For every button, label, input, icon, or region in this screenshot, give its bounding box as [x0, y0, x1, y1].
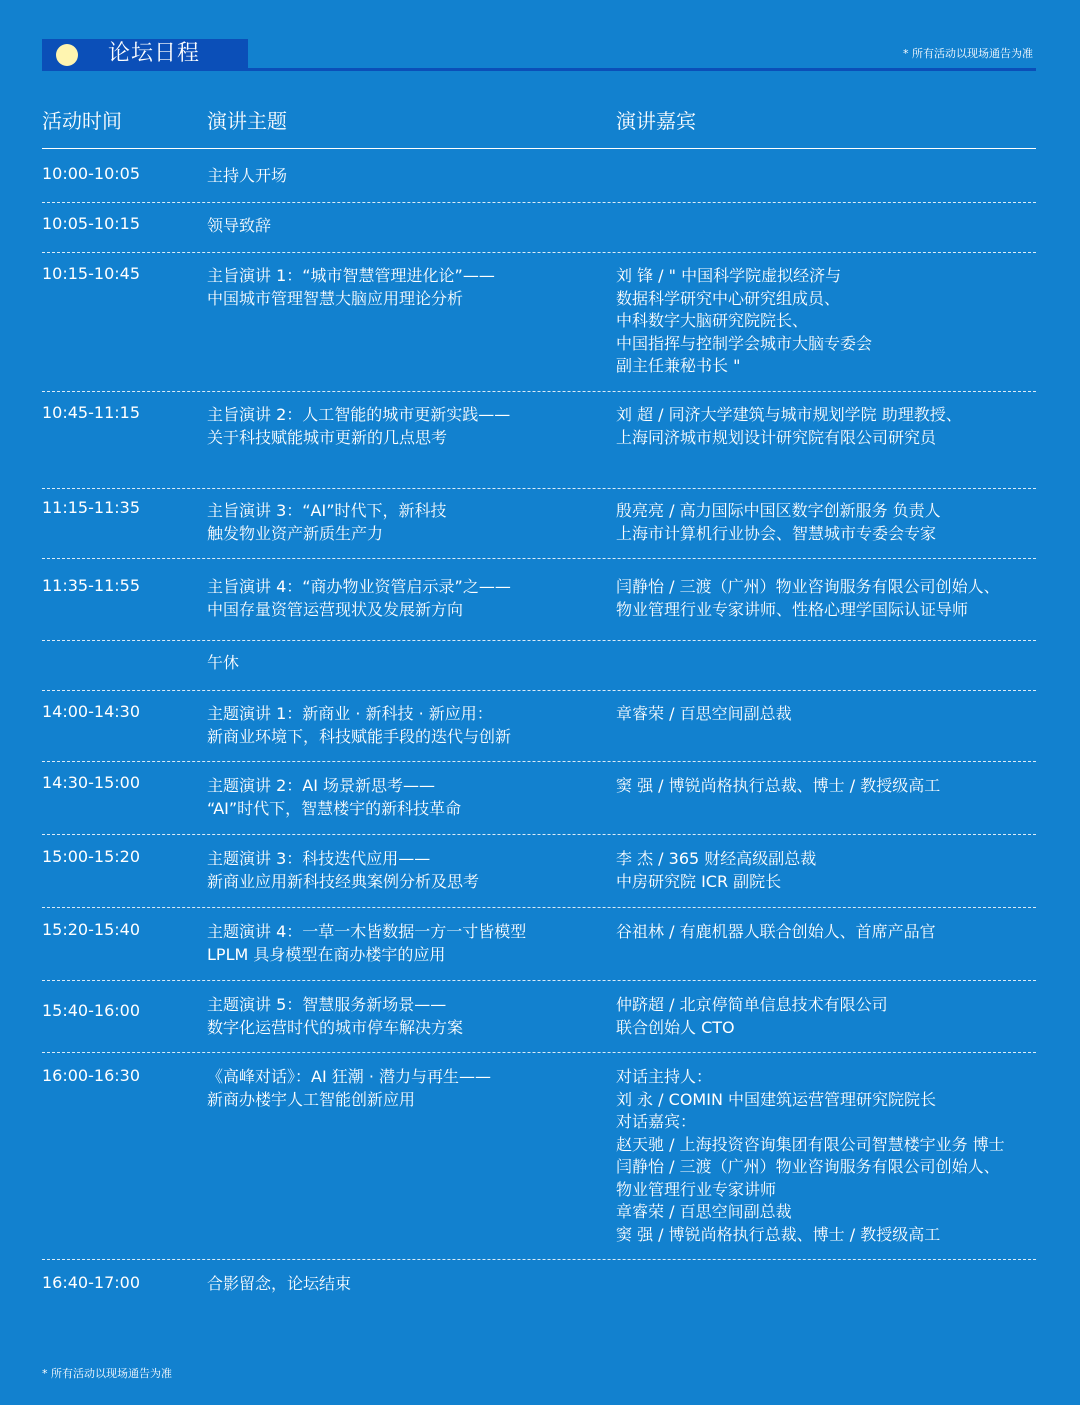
- table-row: [42, 835, 1036, 908]
- speaker-line: 对话主持人：: [616, 1067, 713, 1086]
- header-topic: 演讲主题: [207, 109, 287, 133]
- topic-line: 主旨演讲 3：“AI”时代下，新科技: [207, 501, 447, 520]
- table-row: [42, 253, 1036, 392]
- topic-line: 主旨演讲 1：“城市智慧管理进化论”——: [207, 266, 495, 285]
- circle-icon: [56, 44, 78, 66]
- speaker-line: 谷祖林 / 有鹿机器人联合创始人、首席产品官: [616, 922, 936, 941]
- row-topic: [207, 500, 607, 545]
- row-topic: [207, 921, 607, 966]
- row-speaker: [616, 265, 1076, 378]
- row-topic: [207, 703, 607, 748]
- table-row: [42, 908, 1036, 981]
- row-topic: [207, 576, 607, 621]
- table-row: [42, 392, 1036, 489]
- row-speaker: [616, 848, 1076, 893]
- speaker-line: 数据科学研究中心研究组成员、: [616, 288, 841, 308]
- topic-line: 主题演讲 5：智慧服务新场景——: [207, 995, 447, 1014]
- topic-line: 新商业应用新科技经典案例分析及思考: [207, 871, 480, 891]
- topic-line: 关于科技赋能城市更新的几点思考: [207, 427, 448, 447]
- row-topic: [207, 215, 607, 238]
- row-topic: [207, 775, 607, 820]
- topic-line: 中国存量资管运营现状及发展新方向: [207, 599, 464, 619]
- row-topic: [207, 994, 607, 1039]
- table-row: [42, 203, 1036, 253]
- row-time: 10:15-10:45: [42, 264, 140, 283]
- row-speaker: [616, 921, 1076, 944]
- speaker-line: 副主任兼秘书长 ": [616, 356, 741, 375]
- row-topic: [207, 1273, 607, 1296]
- speaker-line: 赵天驰 / 上海投资咨询集团有限公司智慧楼宇业务 博士: [616, 1134, 1005, 1154]
- topic-line: 主题演讲 4：一草一木皆数据一方一寸皆模型: [207, 922, 527, 941]
- row-time: 16:40-17:00: [42, 1273, 140, 1292]
- row-time: 15:40-16:00: [42, 1001, 140, 1020]
- speaker-line: 窦 强 / 博锐尚格执行总裁、博士 / 教授级高工: [616, 776, 941, 795]
- speaker-line: 物业管理行业专家讲师: [616, 1179, 777, 1199]
- speaker-line: 物业管理行业专家讲师、性格心理学国际认证导师: [616, 599, 969, 619]
- speaker-line: 上海市计算机行业协会、智慧城市专委会专家: [616, 523, 937, 543]
- topic-line: 主持人开场: [207, 166, 288, 185]
- row-time: 15:20-15:40: [42, 920, 140, 939]
- table-row: [42, 559, 1036, 641]
- row-topic: [207, 848, 607, 893]
- row-speaker: [616, 775, 1076, 798]
- topic-line: 新商业环境下，科技赋能手段的迭代与创新: [207, 726, 512, 746]
- table-row: [42, 489, 1036, 559]
- speaker-line: 李 杰 / 365 财经高级副总裁: [616, 849, 817, 868]
- speaker-line: 殷亮亮 / 高力国际中国区数字创新服务 负责人: [616, 501, 941, 520]
- row-time: 10:05-10:15: [42, 214, 140, 233]
- topic-line: 主题演讲 3：科技迭代应用——: [207, 849, 431, 868]
- topic-line: 新商办楼宇人工智能创新应用: [207, 1089, 416, 1109]
- page-title: 论坛日程: [108, 41, 201, 66]
- topic-line: 《高峰对话》：AI 狂潮 · 潜力与再生——: [207, 1067, 492, 1086]
- speaker-line: 联合创始人 CTO: [616, 1017, 735, 1037]
- table-row: [42, 1053, 1036, 1260]
- speaker-line: 窦 强 / 博锐尚格执行总裁、博士 / 教授级高工: [616, 1224, 941, 1244]
- row-topic: [207, 265, 607, 310]
- topic-line: “AI”时代下，智慧楼宇的新科技革命: [207, 798, 462, 818]
- topic-line: 主题演讲 1：新商业 · 新科技 · 新应用：: [207, 704, 493, 723]
- speaker-line: 闫静怡 / 三渡（广州）物业咨询服务有限公司创始人、: [616, 1157, 1000, 1176]
- topic-line: 主旨演讲 4：“商办物业资管启示录”之——: [207, 577, 511, 596]
- speaker-line: 章睿荣 / 百思空间副总裁: [616, 1202, 792, 1221]
- row-time: 14:00-14:30: [42, 702, 140, 721]
- title-rule: [42, 68, 1036, 71]
- topic-line: 数字化运营时代的城市停车解决方案: [207, 1017, 464, 1037]
- top-note: * 所有活动以现场通告为准: [903, 47, 1033, 60]
- topic-line: LPLM 具身模型在商办楼宇的应用: [207, 944, 446, 964]
- speaker-line: 刘 超 / 同济大学建筑与城市规划学院 助理教授、: [616, 405, 962, 424]
- table-header: [42, 106, 1036, 149]
- speaker-line: 仲跻超 / 北京停简单信息技术有限公司: [616, 995, 888, 1014]
- row-speaker: [616, 500, 1076, 545]
- speaker-line: 刘 永 / COMIN 中国建筑运营管理研究院院长: [616, 1089, 936, 1109]
- topic-line: 主题演讲 2：AI 场景新思考——: [207, 776, 436, 795]
- row-time: 10:45-11:15: [42, 403, 140, 422]
- row-topic: [207, 404, 607, 449]
- row-time: 16:00-16:30: [42, 1066, 140, 1085]
- speaker-line: 中房研究院 ICR 副院长: [616, 871, 782, 891]
- row-speaker: [616, 994, 1076, 1039]
- topic-line: 午休: [207, 653, 240, 672]
- topic-line: 触发物业资产新质生产力: [207, 523, 384, 543]
- table-row: [42, 153, 1036, 203]
- row-speaker: [616, 576, 1076, 621]
- topic-line: 领导致辞: [207, 216, 272, 235]
- row-topic: [207, 652, 607, 675]
- row-time: 10:00-10:05: [42, 164, 140, 183]
- row-time: 14:30-15:00: [42, 773, 140, 792]
- header-speaker: 演讲嘉宾: [616, 109, 696, 133]
- row-time: 11:15-11:35: [42, 498, 140, 517]
- header-time: 活动时间: [42, 109, 122, 133]
- row-time: 11:35-11:55: [42, 576, 140, 595]
- topic-line: 中国城市管理智慧大脑应用理论分析: [207, 288, 464, 308]
- row-topic: [207, 165, 607, 188]
- row-speaker: [616, 1066, 1076, 1246]
- table-row: [42, 641, 1036, 691]
- table-row: [42, 691, 1036, 762]
- speaker-line: 上海同济城市规划设计研究院有限公司研究员: [616, 427, 937, 447]
- topic-line: 主旨演讲 2：人工智能的城市更新实践——: [207, 405, 511, 424]
- speaker-line: 刘 锋 / " 中国科学院虚拟经济与: [616, 266, 842, 285]
- speaker-line: 闫静怡 / 三渡（广州）物业咨询服务有限公司创始人、: [616, 577, 1000, 596]
- bottom-note: * 所有活动以现场通告为准: [42, 1367, 172, 1380]
- topic-line: 合影留念，论坛结束: [207, 1274, 352, 1293]
- speaker-line: 中国指挥与控制学会城市大脑专委会: [616, 333, 873, 353]
- row-time: 15:00-15:20: [42, 847, 140, 866]
- speaker-line: 对话嘉宾：: [616, 1112, 697, 1131]
- row-topic: [207, 1066, 607, 1111]
- row-speaker: [616, 703, 1076, 726]
- row-speaker: [616, 404, 1076, 449]
- table-row: [42, 981, 1036, 1053]
- table-row: [42, 762, 1036, 835]
- speaker-line: 章睿荣 / 百思空间副总裁: [616, 704, 792, 723]
- speaker-line: 中科数字大脑研究院院长、: [616, 311, 809, 330]
- table-row: [42, 1260, 1036, 1310]
